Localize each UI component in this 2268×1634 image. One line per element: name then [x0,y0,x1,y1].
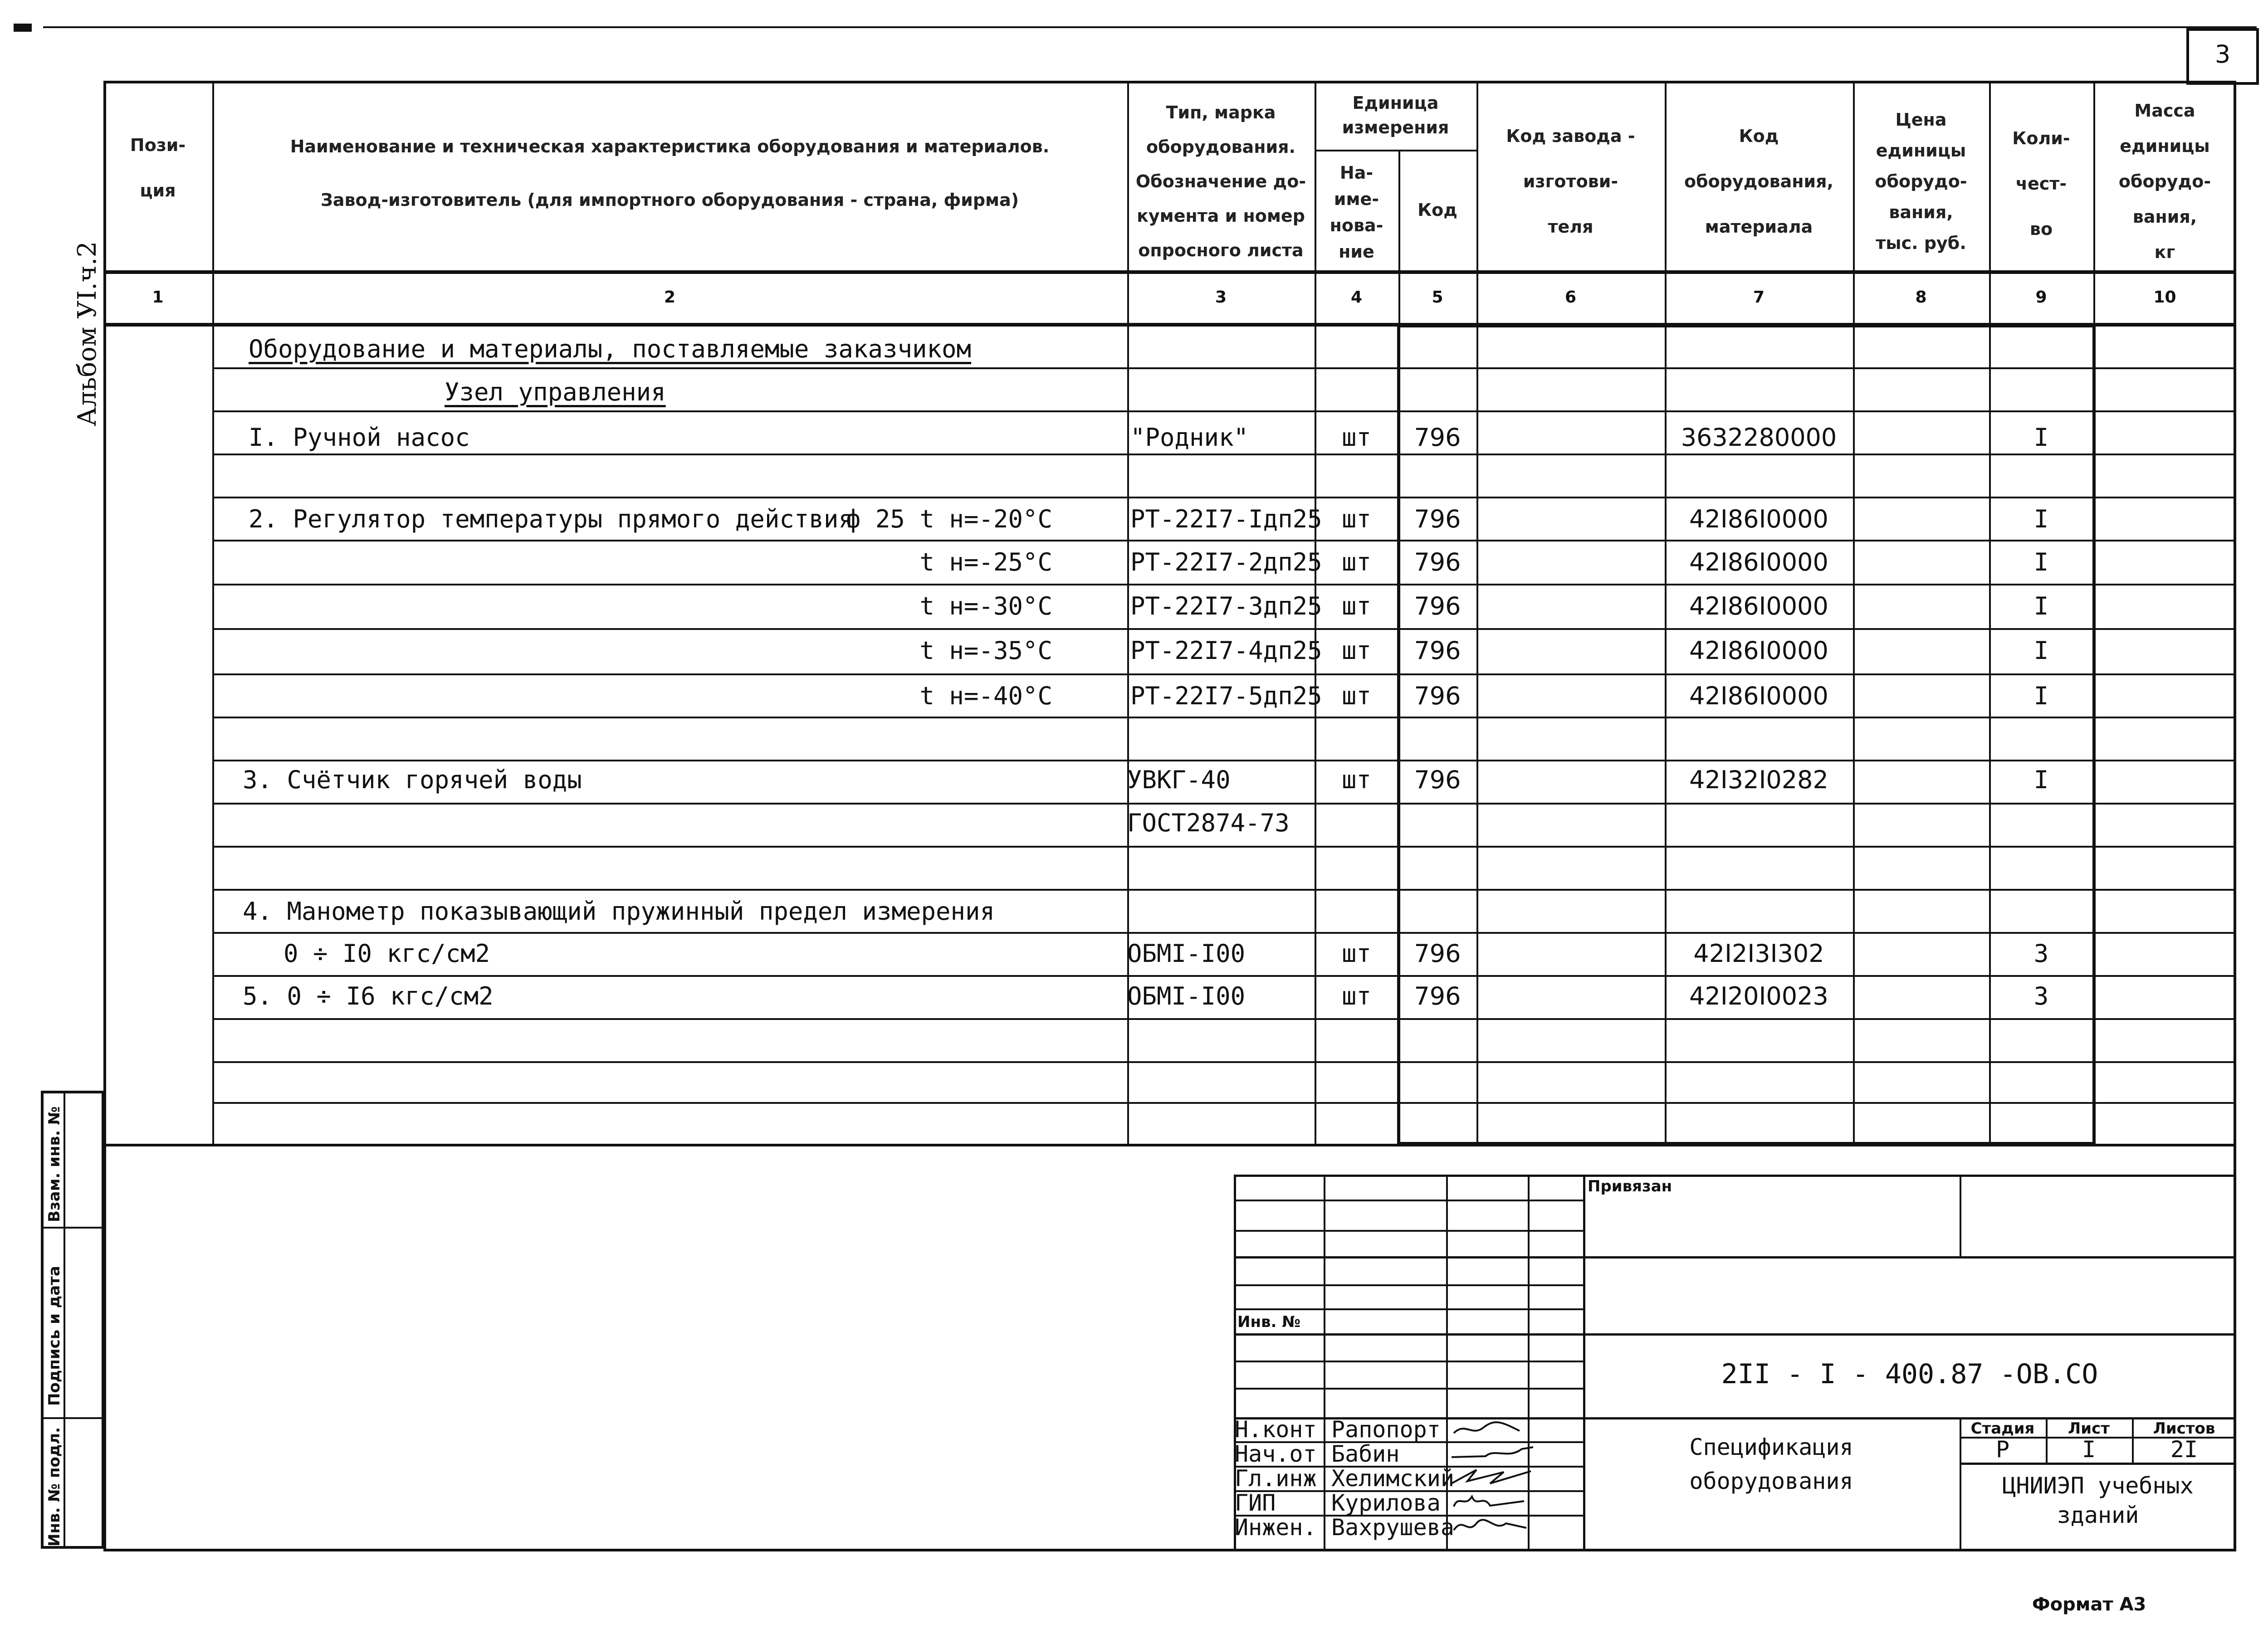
row-line [212,367,2236,369]
row2-type: РТ-22I7-Iдп25 [1130,505,1322,533]
row10-unit: шт [1341,939,1372,968]
tb-line [1234,1256,2236,1258]
staff-role-4: ГИП [1235,1490,1276,1516]
colnum-1: 1 [152,288,164,307]
tb-line [1234,1333,2236,1336]
row3-qty: I [2033,548,2049,576]
row10-material-code: 42I2I3I302 [1693,939,1824,968]
staff-name-4: Курилова [1331,1490,1441,1516]
side-sign-date: Подпись и дата [45,1266,64,1406]
row9-name: 4. Манометр показывающий пружинный предел измерения [243,897,995,926]
tb-title-line2: оборудования [1689,1468,1853,1494]
colnum-5: 5 [1432,288,1443,307]
row6-code: 796 [1414,682,1461,710]
header-name: Наименование и техническая характеристика оборудования и материалов. [290,137,1050,156]
row4-condition: t н=-30°С [919,592,1052,620]
row1-unit: шт [1341,423,1372,452]
row1-type: "Родник" [1130,423,1249,452]
row11-name: 5. 0 ÷ I6 кгс/см2 [243,982,494,1010]
row11-code: 796 [1414,982,1461,1010]
header-type: Тип, марка оборудования. Обозначение до- кумента и номер опросного листа [1135,102,1306,260]
tb-org-line2: зданий [2057,1502,2139,1528]
colnum-bottom-line [103,323,2236,327]
header-factory-code: Код завода - изготови- теля [1506,126,1635,237]
staff-name-2: Бабин [1331,1441,1400,1467]
row7-material-code: 42I32I0282 [1689,766,1828,794]
tb-line [1234,1388,1583,1390]
staff-name-1: Рапопорт [1331,1416,1441,1443]
row6-unit: шт [1341,682,1372,710]
row4-qty: I [2033,592,2049,620]
side-vzam-inv: Взам. инв. № [45,1106,64,1222]
row7-unit: шт [1341,766,1372,794]
tb-privyazan: Привязан [1588,1177,1672,1195]
signature-1 [1452,1419,1524,1438]
row7-qty: I [2033,766,2049,794]
row11-qty: 3 [2033,982,2049,1010]
row4-unit: шт [1341,592,1372,620]
sheet-number: 3 [2214,40,2231,68]
row-line [212,932,2236,934]
header-quantity: Коли- чест- во [2012,128,2070,239]
row1-material-code: 3632280000 [1681,423,1837,452]
header-unit-code: Код [1418,200,1457,220]
row-line [212,760,2236,761]
row2-code: 796 [1414,505,1461,533]
signature-3 [1449,1468,1535,1486]
header-mass: Масса единицы оборудо- вания, кг [2118,101,2211,262]
staff-role-1: Н.конт [1235,1416,1317,1443]
subsection-title: Узел управления [445,378,666,406]
tb-line [1234,1230,1583,1232]
row-line [212,673,2236,675]
row-line [212,846,2236,848]
header-material-code: Код оборудования, материала [1684,126,1833,237]
row3-code: 796 [1414,548,1461,576]
row10-code: 796 [1414,939,1461,968]
row2-material-code: 42I86I0000 [1689,505,1828,533]
tb-inv-no: Инв. № [1237,1313,1301,1331]
header-unit-name: На- име- нова- ние [1330,163,1383,262]
row2-unit: шт [1341,505,1372,533]
colnum-3: 3 [1215,288,1227,307]
row-line [212,628,2236,630]
row8-type: ГОСТ2874-73 [1127,809,1290,837]
row4-type: РТ-22I7-3дп25 [1130,592,1322,620]
colnum-2: 2 [664,288,676,307]
staff-name-5: Вахрушева [1331,1514,1454,1541]
header-bottom-line [103,270,2236,274]
row-line [212,584,2236,585]
row-line [212,975,2236,977]
row-line [212,1061,2236,1063]
colnum-10: 10 [2153,288,2176,307]
row-line [212,454,2236,455]
tb-stage: Р [1995,1436,2010,1463]
row6-qty: I [2033,682,2049,710]
staff-role-3: Гл.инж [1235,1465,1317,1492]
frame-bottom [103,1549,2236,1551]
format-label: Формат А3 [2032,1594,2146,1615]
row5-code: 796 [1414,636,1461,665]
tb-sheet-label: Лист [2068,1419,2110,1438]
row3-type: РТ-22I7-2дп25 [1130,548,1322,576]
row3-unit: шт [1341,548,1372,576]
row7-code: 796 [1414,766,1461,794]
staff-role-2: Нач.от [1235,1441,1317,1467]
row11-type: ОБМI-I00 [1127,982,1246,1010]
row5-material-code: 42I86I0000 [1689,636,1828,665]
row7-name: 3. Счётчик горячей воды [243,766,582,794]
tb-line [1960,1175,1961,1256]
row-line [212,540,2236,541]
frame-left-bottom [103,1146,106,1550]
colnum-6: 6 [1564,288,1577,307]
row1-qty: I [2033,423,2049,452]
row-line [212,1018,2236,1020]
tb-line [1234,1361,1583,1362]
row11-unit: шт [1341,982,1372,1010]
header-position: Пози- ция [130,135,186,200]
album-label: Альбом УI.ч.2 [73,241,102,426]
col-line-1 [212,81,214,1146]
tb-sheet: I [2082,1436,2096,1463]
signature-4 [1452,1492,1529,1510]
row1-code: 796 [1414,423,1461,452]
row6-condition: t н=-40°С [919,682,1052,710]
row1-name: I. Ручной насос [249,423,470,452]
tb-line [1960,1463,2236,1465]
header-price: Цена единицы оборудо- вания, тыс. руб. [1875,110,1967,253]
row5-condition: t н=-35°С [919,636,1052,665]
colnum-9: 9 [2035,288,2047,307]
row5-type: РТ-22I7-4дп25 [1130,636,1322,665]
side-stamp-line [41,1417,104,1419]
row3-material-code: 42I86I0000 [1689,548,1828,576]
tb-line [1234,1308,1583,1310]
header-manufacturer: Завод-изготовитель (для импортного оборудования - страна, фирма) [320,190,1019,210]
row2-qty: I [2033,505,2049,533]
row-line [212,410,2236,412]
row2-condition: ф 25 t н=-20°С [846,505,1052,533]
row3-condition: t н=-25°С [919,548,1052,576]
tb-org-line1: ЦНИИЭП учебных [2002,1473,2194,1499]
tb-line [1234,1175,2236,1177]
corner-mark [14,24,32,32]
tb-line [1234,1200,1583,1201]
row2-name: 2. Регулятор температуры прямого действия [249,505,853,533]
row-line [212,803,2236,805]
colnum-7: 7 [1753,288,1765,307]
tb-sheets-label: Листов [2153,1419,2215,1438]
row10-qty: 3 [2033,939,2049,968]
top-border-line [43,26,2257,28]
tb-title-line1: Спецификация [1689,1434,1853,1460]
section-title: Оборудование и материалы, поставляемые заказчиком [249,335,972,363]
row4-code: 796 [1414,592,1461,620]
row5-unit: шт [1341,636,1372,665]
row5-qty: I [2033,636,2049,665]
row11-material-code: 42I20I0023 [1689,982,1828,1010]
row6-material-code: 42I86I0000 [1689,682,1828,710]
staff-role-5: Инжен. [1235,1514,1317,1541]
tb-line [1234,1284,1583,1286]
row-line [212,717,2236,718]
tb-doc-code: 2II - I - 400.87 -ОВ.СО [1721,1358,2098,1390]
header-unit: Единица измерения [1342,93,1449,137]
tb-stage-label: Стадия [1970,1419,2035,1438]
signature-5 [1452,1517,1529,1535]
row10-name: 0 ÷ I0 кгс/см2 [284,939,490,968]
row4-material-code: 42I86I0000 [1689,592,1828,620]
colnum-4: 4 [1350,288,1363,307]
row-line [212,1102,2236,1104]
row-line [212,497,2236,498]
row7-type: УВКГ-40 [1127,766,1231,794]
side-stamp-line [41,1227,104,1229]
colnum-8: 8 [1915,288,1927,307]
side-stamp-split [64,1091,65,1549]
staff-name-3: Хелимский [1331,1465,1454,1492]
side-inv-no-sub: Инв. № подл. [45,1427,64,1546]
tb-sheets: 2I [2170,1436,2198,1463]
signature-2 [1449,1444,1535,1462]
row-line [212,889,2236,891]
row6-type: РТ-22I7-5дп25 [1130,682,1322,710]
row10-type: ОБМI-I00 [1127,939,1246,968]
unit-header-split [1315,150,1476,151]
